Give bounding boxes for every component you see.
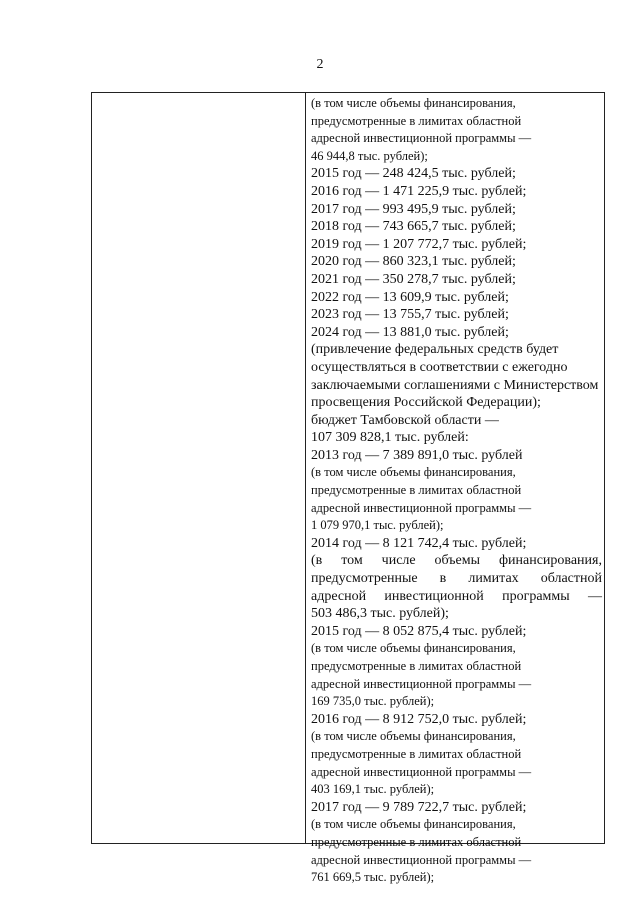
text-line: 107 309 828,1 тыс. рублей: bbox=[311, 430, 469, 446]
text-line: 2024 год — 13 881,0 тыс. рублей; bbox=[311, 324, 509, 340]
text-line: предусмотренные в лимитах областной bbox=[311, 483, 522, 498]
text-line: предусмотренные в лимитах областной bbox=[311, 746, 522, 761]
text-line: заключаемыми соглашениями с Министерством bbox=[311, 377, 599, 393]
text-line: 2020 год — 860 323,1 тыс. рублей; bbox=[311, 254, 516, 270]
word: адресной bbox=[311, 588, 367, 604]
word: финансирования, bbox=[498, 553, 602, 569]
text-line-justified bbox=[311, 588, 602, 606]
text-line: 2015 год — 248 424,5 тыс. рублей; bbox=[311, 166, 516, 182]
text-line: 2017 год — 9 789 722,7 тыс. рублей; bbox=[311, 799, 527, 815]
financing-table bbox=[91, 92, 605, 885]
text-line: адресной инвестиционной программы — bbox=[311, 500, 532, 515]
text-line: просвещения Российской Федерации); bbox=[311, 395, 541, 411]
text-line: адресной инвестиционной программы — bbox=[311, 852, 532, 867]
text-line: предусмотренные в лимитах областной bbox=[311, 834, 522, 849]
text-line: 1 079 970,1 тыс. рублей); bbox=[311, 518, 444, 533]
text-line: 2019 год — 1 207 772,7 тыс. рублей; bbox=[311, 236, 527, 252]
text-line: предусмотренные в лимитах областной bbox=[311, 659, 522, 673]
text-line: 2017 год — 993 495,9 тыс. рублей; bbox=[311, 201, 516, 217]
text-line: 169 735,0 тыс. рублей); bbox=[311, 694, 435, 709]
text-line: 761 669,5 тыс. рублей); bbox=[311, 870, 435, 885]
text-line: (привлечение федеральных средств будет bbox=[311, 342, 559, 358]
text-line: 2022 год — 13 609,9 тыс. рублей; bbox=[311, 289, 509, 305]
text-line: 403 169,1 тыс. рублей); bbox=[311, 782, 435, 797]
text-line: (в том числе объемы финансирования, bbox=[311, 729, 516, 744]
word: в bbox=[439, 571, 447, 587]
text-line: (в том числе объемы финансирования, bbox=[311, 817, 516, 832]
word: программы bbox=[502, 588, 570, 604]
text-line: 2021 год — 350 278,7 тыс. рублей; bbox=[311, 271, 516, 287]
text-line: осуществляться в соответствии с ежегодно bbox=[311, 359, 568, 375]
text-line: адресной инвестиционной программы — bbox=[311, 131, 532, 146]
text-line: предусмотренные в лимитах областной bbox=[311, 113, 522, 128]
text-line-justified bbox=[311, 552, 602, 570]
word: предусмотренные bbox=[311, 571, 418, 587]
text-line: 2013 год — 7 389 891,0 тыс. рублей bbox=[311, 447, 523, 463]
word: (в bbox=[311, 553, 323, 569]
text-line: 2018 год — 743 665,7 тыс. рублей; bbox=[311, 219, 516, 235]
word: числе bbox=[381, 553, 416, 569]
text-line: (в том числе объемы финансирования, bbox=[311, 96, 516, 110]
text-line: (в том числе объемы финансирования, bbox=[311, 641, 516, 656]
text-line: бюджет Тамбовской области — bbox=[311, 412, 499, 428]
text-line: 503 486,3 тыс. рублей); bbox=[311, 606, 449, 622]
word: лимитах bbox=[468, 571, 519, 587]
text-line: 2016 год — 1 471 225,9 тыс. рублей; bbox=[311, 183, 527, 199]
text-line: 2016 год — 8 912 752,0 тыс. рублей; bbox=[311, 711, 527, 727]
text-line: адресной инвестиционной программы — bbox=[311, 676, 532, 691]
text-line-justified bbox=[311, 570, 602, 588]
text-line: 46 944,8 тыс. рублей); bbox=[311, 148, 428, 163]
text-line: 2023 год — 13 755,7 тыс. рублей; bbox=[311, 307, 509, 323]
word: инвестиционной bbox=[384, 588, 484, 604]
word: объемы bbox=[434, 553, 481, 569]
page-number: 2 bbox=[316, 57, 324, 72]
word: — bbox=[588, 588, 602, 604]
word: областной bbox=[540, 571, 602, 587]
text-line: 2015 год — 8 052 875,4 тыс. рублей; bbox=[311, 623, 527, 639]
text-line: 2014 год — 8 121 742,4 тыс. рублей; bbox=[311, 535, 527, 551]
word: том bbox=[341, 553, 363, 569]
text-line: адресной инвестиционной программы — bbox=[311, 764, 532, 779]
financing-text-cell bbox=[305, 95, 604, 887]
text-line: (в том числе объемы финансирования, bbox=[311, 465, 516, 480]
